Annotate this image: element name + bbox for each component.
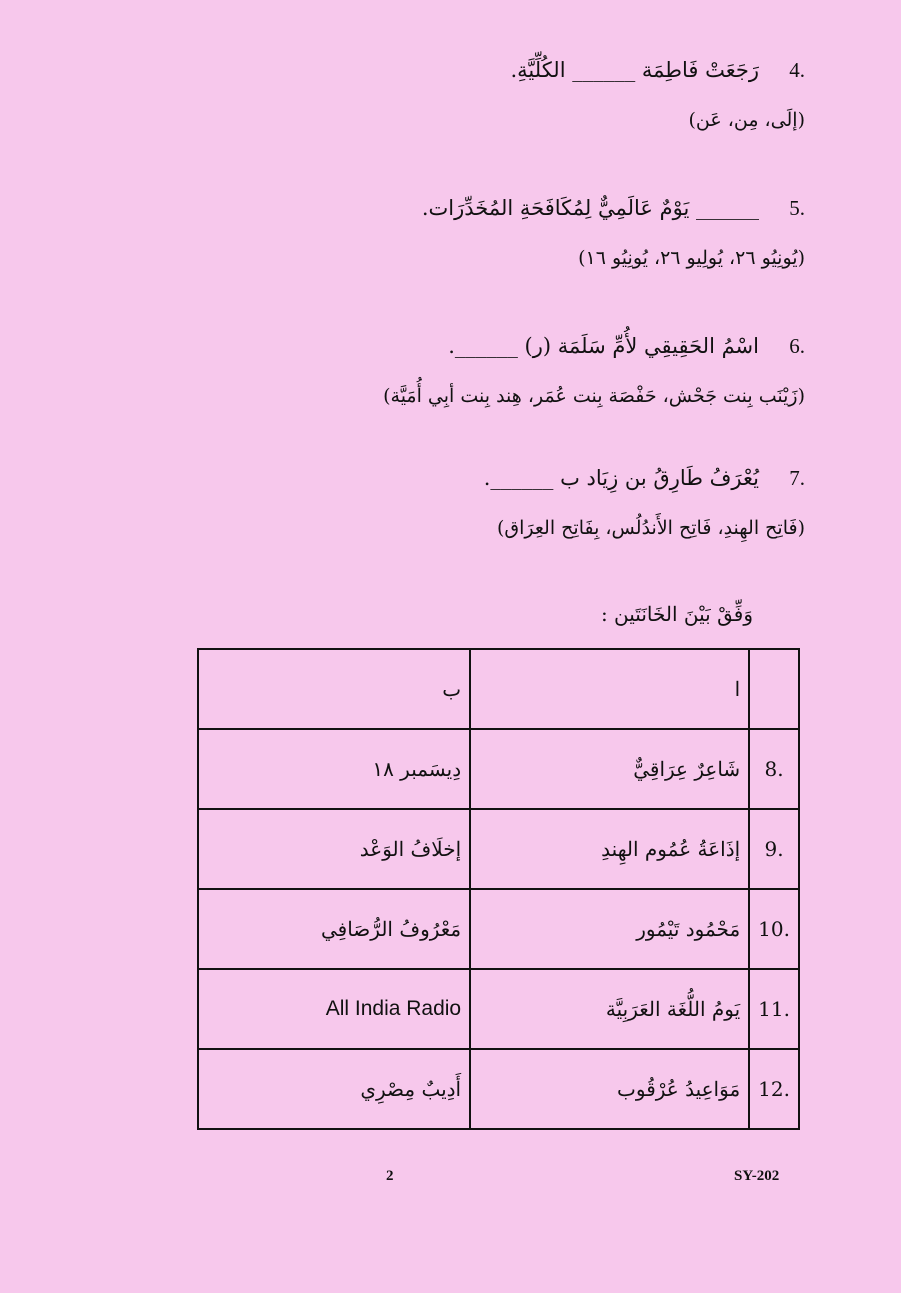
question-7-text: يُعْرَفُ طَارِقُ بن زِيَاد ب ______.	[483, 466, 759, 490]
question-7	[245, 466, 805, 539]
question-4-line	[245, 58, 805, 83]
match-table	[197, 648, 800, 1130]
match-table-header-row	[198, 649, 799, 729]
question-6	[245, 334, 805, 407]
section-heading: وَفِّقْ بَيْنَ الخَانَتَين :	[600, 602, 753, 626]
column-a-cell: مَحْمُود تَيْمُور	[470, 889, 749, 969]
table-row	[198, 1049, 799, 1129]
row-number: 12.	[749, 1049, 799, 1129]
question-4	[245, 58, 805, 131]
question-6-number: 6.	[789, 334, 805, 358]
question-6-line	[245, 334, 805, 359]
question-6-text: اسْمُ الحَقِيقِي لأُمِّ سَلَمَة (ر) ______.	[448, 334, 759, 358]
column-b-header: ب	[198, 649, 470, 729]
column-a-cell: يَومُ اللُّغَة العَرَبِيَّة	[470, 969, 749, 1049]
row-number: 11.	[749, 969, 799, 1049]
column-b-cell: دِيسَمبر ١٨	[198, 729, 470, 809]
question-5	[245, 196, 805, 269]
question-5-number: 5.	[789, 196, 805, 220]
question-4-number: 4.	[789, 58, 805, 82]
question-5-options: (يُونِيُو ٢٦، يُولِيو ٢٦، يُونِيُو ١٦)	[578, 247, 805, 269]
table-row	[198, 889, 799, 969]
row-number: 9.	[749, 809, 799, 889]
column-b-cell: All India Radio	[198, 969, 470, 1049]
question-5-line	[245, 196, 805, 221]
table-row	[198, 969, 799, 1049]
column-b-cell: إخلَافُ الوَعْد	[198, 809, 470, 889]
column-number-header	[749, 649, 799, 729]
column-a-cell: شَاعِرٌ عِرَاقِيٌّ	[470, 729, 749, 809]
column-b-cell: أَدِيبٌ مِصْرِي	[198, 1049, 470, 1129]
question-7-line	[245, 466, 805, 491]
column-a-cell: مَوَاعِيدُ عُرْقُوب	[470, 1049, 749, 1129]
paper-code: SY-202	[734, 1168, 780, 1184]
row-number: 10.	[749, 889, 799, 969]
table-row	[198, 729, 799, 809]
column-b-cell: مَعْرُوفُ الرُّصَافِي	[198, 889, 470, 969]
column-a-cell: إذَاعَةُ عُمُوم الهِندِ	[470, 809, 749, 889]
question-7-number: 7.	[789, 466, 805, 490]
row-number: 8.	[749, 729, 799, 809]
page-number: 2	[386, 1168, 394, 1184]
column-a-header: ا	[470, 649, 749, 729]
question-6-options: (زَيْنَب بِنت جَحْش، حَفْصَة بِنت عُمَر، هِند بِنت أبِي أُمَيَّة)	[383, 385, 805, 407]
question-5-text: ______ يَوْمٌ عَالَمِيٌّ لِمُكَافَحَةِ المُخَدِّرَات.	[421, 196, 759, 220]
question-7-options: (فَاتِح الهِندِ، فَاتِح الأَندُلُس، بِفَاتِح العِرَاق)	[496, 517, 805, 539]
question-4-options: (إلَى، مِن، عَن)	[688, 109, 805, 131]
table-row	[198, 809, 799, 889]
question-4-text: رَجَعَتْ فَاطِمَة ______ الكُلِّيَّةِ.	[510, 58, 759, 82]
